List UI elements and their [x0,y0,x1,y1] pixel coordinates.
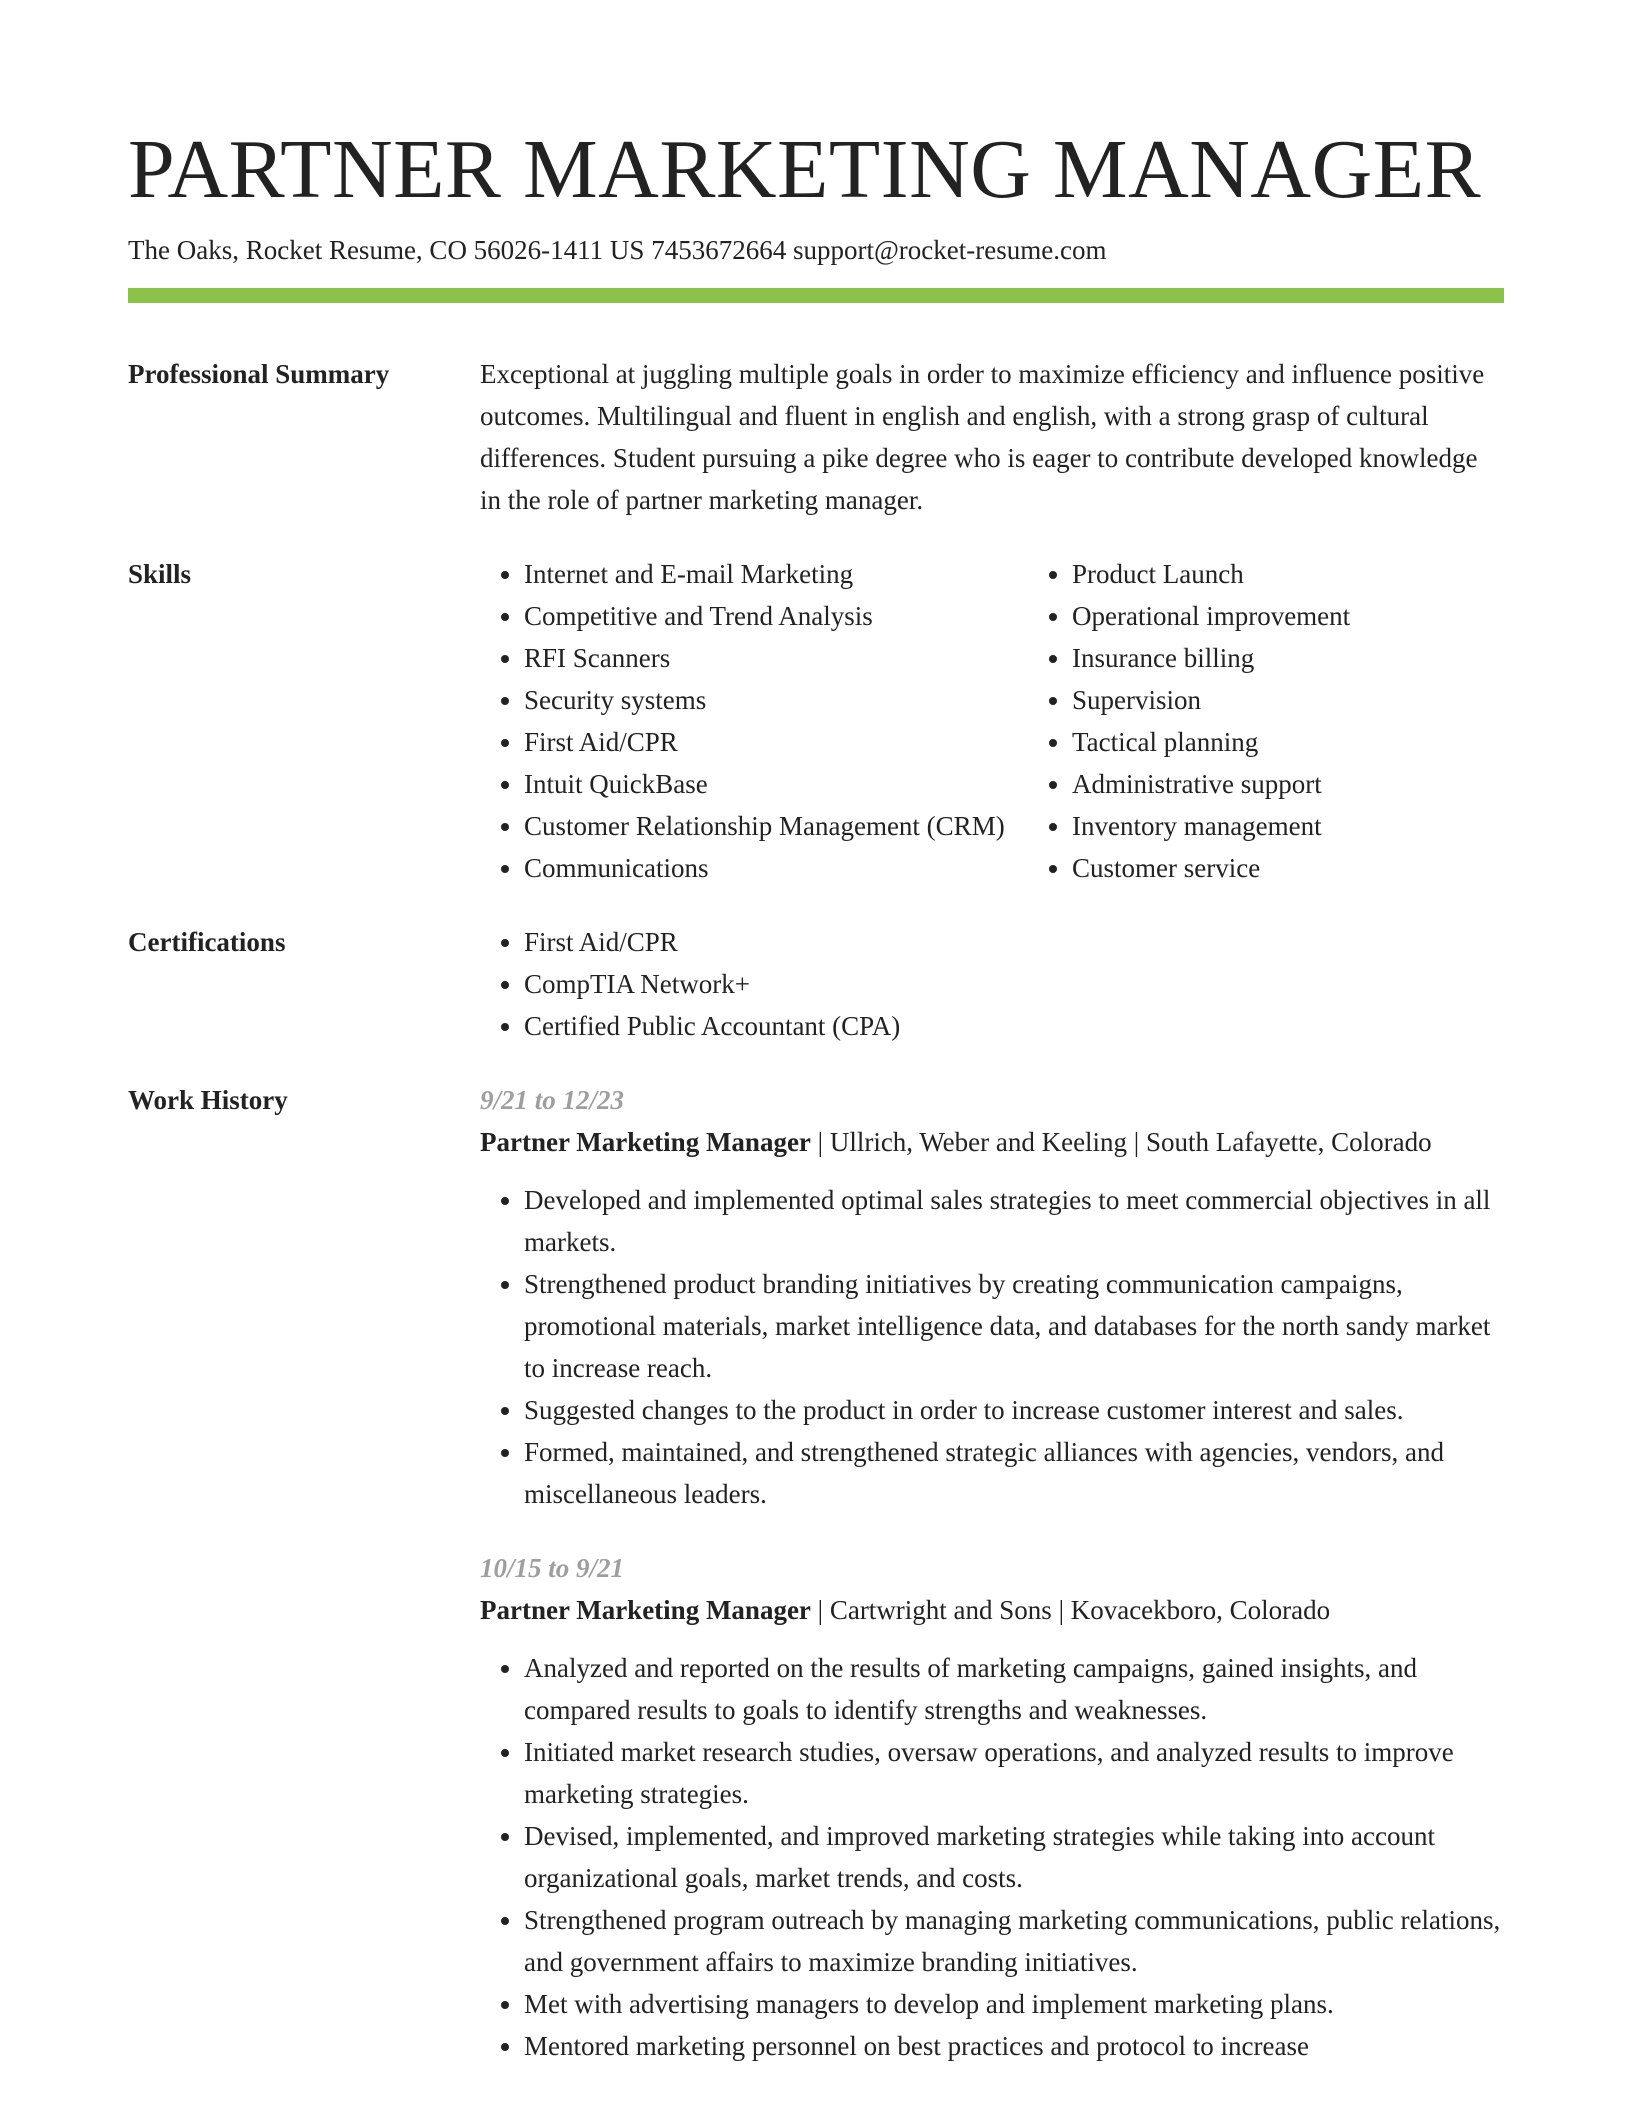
skills-section [128,553,1504,889]
job-bullets [480,1179,1504,1515]
resume-page [128,0,1504,2067]
job-bullet: • Met with advertising managers to develop and implement marketing plans. [524,1983,1504,2025]
work-history-body [480,1079,1504,2067]
job-title-line [480,1589,1504,1631]
skills-list-right [1028,553,1592,889]
skill-item: • First Aid/CPR [524,721,1028,763]
job-employer-location: | Ullrich, Weber and Keeling | South Lafayette, Colorado [810,1127,1432,1157]
summary-label: Professional Summary [128,359,390,389]
job-title-line [480,1121,1504,1163]
job-employer-location: | Cartwright and Sons | Kovacekboro, Colorado [810,1595,1331,1625]
job-bullets [480,1647,1504,2067]
job-bullet: • Developed and implemented optimal sales strategies to meet commercial objectives in all markets. [524,1179,1504,1263]
skill-item: • Security systems [524,679,1028,721]
work-history-label: Work History [128,1085,288,1115]
job-bullet: • Mentored marketing personnel on best practices and protocol to increase [524,2025,1504,2067]
skill-item: • Internet and E-mail Marketing [524,553,1028,595]
skill-item: • Communications [524,847,1028,889]
skills-list-left [480,553,1028,889]
job-entry [480,1547,1504,2067]
certifications-section [128,921,1504,1047]
summary-section [128,353,1504,521]
accent-divider [128,288,1504,303]
contact-line: The Oaks, Rocket Resume, CO 56026-1411 US 7453672664 support@rocket-resume.com [128,235,1107,265]
job-bullet: • Devised, implemented, and improved marketing strategies while taking into account organizational goals, market trends, and costs. [524,1815,1504,1899]
skill-item: • Administrative support [1072,763,1592,805]
skill-item: • Competitive and Trend Analysis [524,595,1028,637]
skill-item: • Operational improvement [1072,595,1592,637]
certifications-label: Certifications [128,927,286,957]
resume-name-heading: PARTNER MARKETING MANAGER [128,123,1482,216]
job-dates: 9/21 to 12/23 [480,1085,625,1115]
skill-item: • Customer Relationship Management (CRM) [524,805,1028,847]
job-bullet: • Initiated market research studies, oversaw operations, and analyzed results to improve marketing strategies. [524,1731,1504,1815]
certification-item: • CompTIA Network+ [524,963,1504,1005]
job-bullet: • Formed, maintained, and strengthened strategic alliances with agencies, vendors, and miscellaneous leaders. [524,1431,1504,1515]
skill-item: • RFI Scanners [524,637,1028,679]
skill-item: • Product Launch [1072,553,1592,595]
job-title: Partner Marketing Manager [480,1595,811,1625]
work-history-section [128,1079,1504,2067]
skill-item: • Supervision [1072,679,1592,721]
skill-item: • Intuit QuickBase [524,763,1028,805]
job-bullet: • Suggested changes to the product in order to increase customer interest and sales. [524,1389,1504,1431]
skill-item: • Customer service [1072,847,1592,889]
certification-item: • First Aid/CPR [524,921,1504,963]
certifications-body [480,921,1504,1047]
job-bullet: • Analyzed and reported on the results of marketing campaigns, gained insights, and compared results to goals to identify strengths and weaknesses. [524,1647,1504,1731]
skill-item: • Insurance billing [1072,637,1592,679]
job-bullet: • Strengthened program outreach by managing marketing communications, public relations, and government affairs to maximize branding initiatives. [524,1899,1504,1983]
summary-text: Exceptional at juggling multiple goals in order to maximize efficiency and influence positive outcomes. Multilingual and fluent in english and english, with a strong grasp of cultural differences. Student pursuing a pike degree who is eager to contribute developed knowledge in the role of partner marketing manager. [480,359,1485,515]
skills-label: Skills [128,559,192,589]
skills-columns [480,553,1592,889]
job-bullet: • Strengthened product branding initiatives by creating communication campaigns, promotional materials, market intelligence data, and databases for the north sandy market to increase reach. [524,1263,1504,1389]
skill-item: • Tactical planning [1072,721,1592,763]
job-title: Partner Marketing Manager [480,1127,811,1157]
job-entry [480,1079,1504,1515]
skill-item: • Inventory management [1072,805,1592,847]
job-dates: 10/15 to 9/21 [480,1553,625,1583]
certifications-list [480,921,1504,1047]
certification-item: • Certified Public Accountant (CPA) [524,1005,1504,1047]
